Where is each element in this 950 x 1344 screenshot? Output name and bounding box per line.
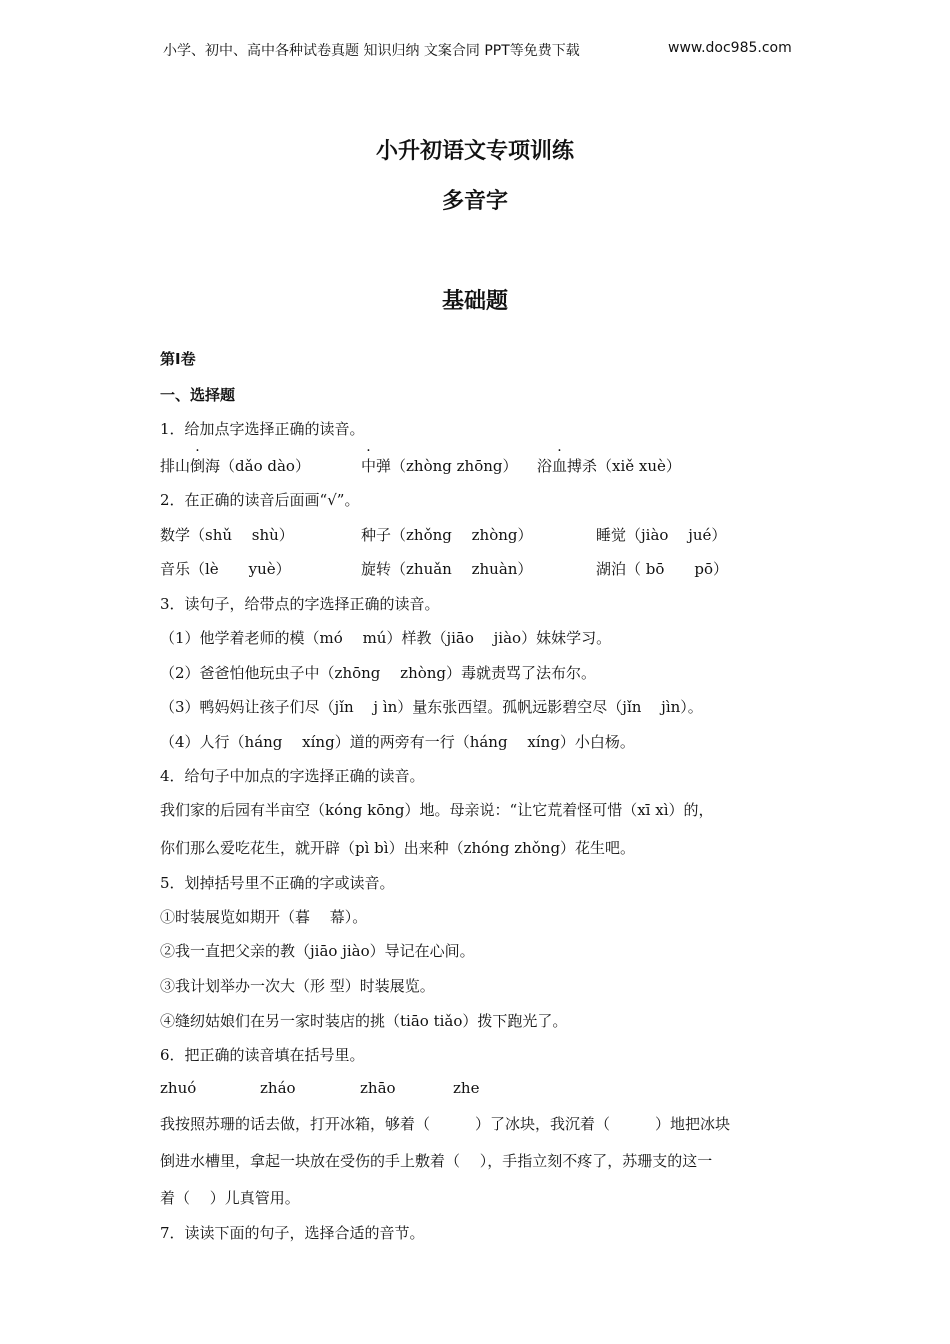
q6-option: zhuó [160,1079,197,1097]
q6-line-2: 倒进水槽里，拿起一块放在受伤的手上敷着（ ），手指立刻不疼了，苏珊支的这一 [160,1152,713,1170]
q6-option: zhe [453,1079,480,1097]
q5-item-2: ②我一直把父亲的教（jiāo jiào）导记在心间。 [160,942,475,960]
header-website-link[interactable]: www.doc985.com [668,40,792,56]
q6-option: zháo [260,1079,296,1097]
q7-stem: 7．读读下面的句子，选择合适的音节。 [160,1224,425,1242]
q2-stem: 2．在正确的读音后面画“√”。 [160,491,360,509]
q1-a-dotted-char: 倒 [190,457,206,475]
q1-option-c [537,455,681,476]
q5-item-3: ③我计划举办一次大（形 型）时装展览。 [160,977,435,995]
header-promo-text: 小学、初中、高中各种试卷真题 知识归纳 文案合同 PPT等免费下载 [163,43,580,59]
section-title: 基础题 [441,289,508,314]
q1-stem: 1．给加点字选择正确的读音。 [160,420,365,438]
q3-sentence-2: （2）爸爸怕他玩虫子中（zhōng zhòng）毒就责骂了法布尔。 [160,664,597,682]
section-one-heading: 一、选择题 [160,386,236,404]
q4-line-2: 你们那么爱吃花生，就开辟（pì bì）出来种（zhóng zhǒng）花生吧。 [160,839,636,857]
q3-sentence-1: （1）他学着老师的模（mó mú）样教（jiāo jiào）妹妹学习。 [160,629,612,647]
q6-line-1: 我按照苏珊的话去做，打开冰箱，够着（ ）了冰块，我沉着（ ）地把冰块 [160,1115,731,1133]
q1-a-post: 海（dǎo dào） [205,457,310,475]
q2-item: 湖泊（ bō pō） [596,560,729,578]
q2-item: 数学（shǔ shù） [160,526,294,544]
q4-stem: 4．给句子中加点的字选择正确的读音。 [160,767,425,785]
volume-label: 第Ⅰ卷 [160,350,196,368]
q1-a-pre: 排山 [160,457,191,475]
q2-item: 音乐（lè yuè） [160,560,291,578]
q1-option-a [160,455,310,476]
main-title: 小升初语文专项训练 [375,139,574,164]
q2-item: 旋转（zhuǎn zhuàn） [361,560,533,578]
q6-line-3: 着（ ）儿真管用。 [160,1189,300,1207]
q1-b-dotted-char: 中 [361,457,377,475]
q5-item-1: ①时装展览如期开（暮 幕）。 [160,908,368,926]
q1-c-pre: 浴 [537,457,553,475]
q1-b-post: 弹（zhòng zhōng） [376,457,518,475]
q6-stem: 6．把正确的读音填在括号里。 [160,1046,365,1064]
q5-stem: 5．划掉括号里不正确的字或读音。 [160,874,395,892]
q1-option-b [361,455,518,476]
q3-sentence-3: （3）鸭妈妈让孩子们尽（jǐn j ìn）量东张西望。孤帆远影碧空尽（jǐn jìn）。 [160,698,703,716]
q3-sentence-4: （4）人行（háng xíng）道的两旁有一行（háng xíng）小白杨。 [160,733,635,751]
q2-item: 种子（zhǒng zhòng） [361,526,533,544]
subtitle: 多音字 [441,189,508,214]
q1-c-dotted-char: 血 [552,457,568,475]
q5-item-4: ④缝纫姑娘们在另一家时装店的挑（tiāo tiǎo）拨下跑光了。 [160,1012,568,1030]
q2-item: 睡觉（jiào jué） [596,526,727,544]
q1-c-post: 搏杀（xiě xuè） [567,457,681,475]
q3-stem: 3．读句子，给带点的字选择正确的读音。 [160,595,440,613]
q6-option: zhāo [360,1079,396,1097]
q4-line-1: 我们家的后园有半亩空（kóng kōng）地。母亲说：“让它荒着怪可惜（xī xì）的， [160,801,714,819]
